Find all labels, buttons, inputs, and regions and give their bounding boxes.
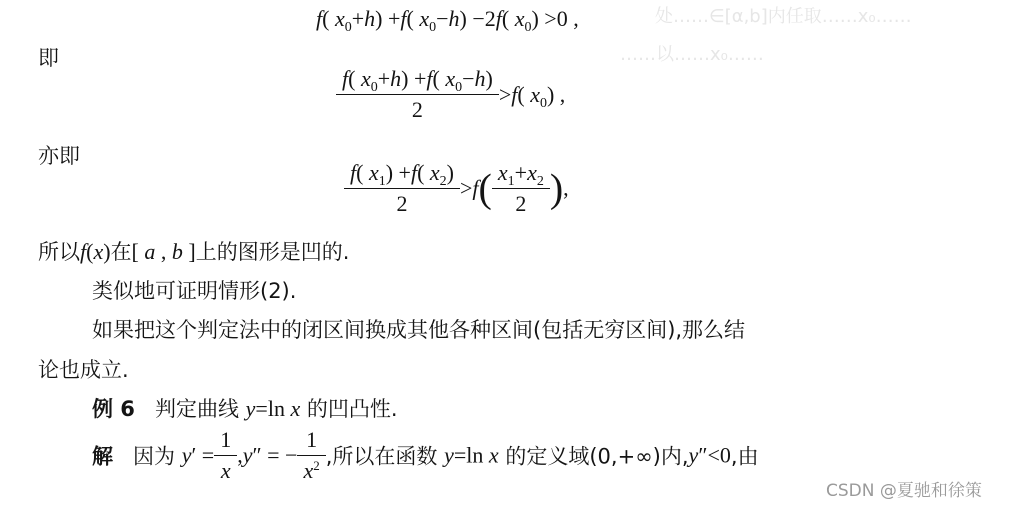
csdn-watermark: CSDN @夏驰和徐策 xyxy=(826,481,982,501)
inequality-2-fraction: $\frac{f( x_0+h) +f( x_0-h)}{2}$ xyxy=(336,66,499,123)
example-label: 例 6 xyxy=(92,397,135,421)
example-6-line: 例 6 判定曲线 y=ln x 的凹凸性. xyxy=(92,396,398,421)
label-yiji: 亦即 xyxy=(38,144,80,168)
yprime-fraction: $\frac{1}{x}$ xyxy=(214,427,237,484)
similar-line: 类似地可证明情形(2). xyxy=(92,279,297,303)
ghost-text-line1: 处……∈[α,b]内任取……x₀…… xyxy=(655,6,912,27)
conclusion-line: 所以f(x)在[ a , b ]上的图形是凹的. xyxy=(38,239,350,264)
extension-line-1: 如果把这个判定法中的闭区间换成其他各种区间(包括无穷区间),那么结 xyxy=(92,318,746,342)
inequality-3-inner-fraction: $\frac{x_1+x_2}{2}$ xyxy=(492,160,550,217)
inequality-3: $\frac{f( x_1) +f( x_2)}{2}$ >f( $\frac{x_1+x_2}{2}$ ), xyxy=(344,160,569,217)
inequality-1: f( $x_0+h) +f$( $x_0-h) -2f$( $x_0) >0$ , xyxy=(316,6,579,35)
solution-line: 解 因为 y′ = $\frac{1}{x}$ ,y″ = − $\frac{1}{x^2}$ ,所以在函数 y=ln x 的定义域(0,+∞)内,y″<0,由 xyxy=(92,427,759,483)
inequality-3-fraction: $\frac{f( x_1) +f( x_2)}{2}$ xyxy=(344,160,460,217)
ghost-text-line2: ……以……x₀…… xyxy=(620,44,764,65)
label-ji: 即 xyxy=(38,46,59,70)
ydouble-fraction: $\frac{1}{x^2}$ xyxy=(297,427,325,484)
inequality-2: $\frac{f( x_0+h) +f( x_0-h)}{2}$ >f( $x_0$) , xyxy=(336,66,565,123)
solution-label: 解 xyxy=(92,444,113,469)
extension-line-2: 论也成立. xyxy=(38,358,129,382)
